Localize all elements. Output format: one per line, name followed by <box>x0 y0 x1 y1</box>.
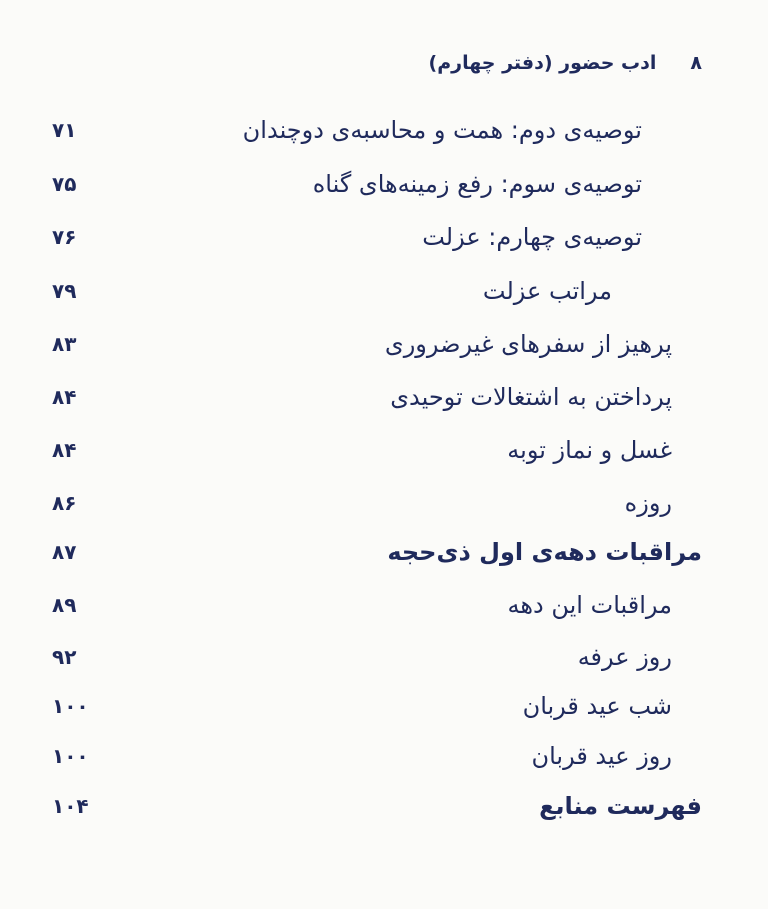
toc-entry-title: روزه <box>624 489 672 517</box>
toc-entry-page: ۷۶ <box>52 225 77 249</box>
header-running-title: ادب حضور (دفتر چهارم) <box>428 52 657 74</box>
toc-entry <box>0 324 768 364</box>
toc-entry <box>0 164 768 204</box>
toc-entry-title: غسل و نماز توبه <box>507 436 672 464</box>
toc-entry-page: ۹۲ <box>52 645 77 669</box>
header-page-number: ۸ <box>690 52 702 74</box>
toc-entry <box>0 110 768 150</box>
toc-entry-title: توصیه‌ی چهارم: عزلت <box>422 223 642 251</box>
toc-entry-title: مراقبات این دهه <box>507 591 672 619</box>
toc-entry-page: ۱۰۰ <box>52 744 89 768</box>
toc-entry <box>0 736 768 776</box>
toc-entry <box>0 271 768 311</box>
toc-entry-title: روز عید قربان <box>531 742 672 770</box>
toc-entry-page: ۸۶ <box>52 491 77 515</box>
toc-entry <box>0 686 768 726</box>
toc-entry-page: ۷۹ <box>52 279 77 303</box>
toc-entry <box>0 532 768 572</box>
toc-entry-title: توصیه‌ی دوم: همت و محاسبه‌ی دوچندان <box>242 116 642 144</box>
toc-entry-page: ۱۰۴ <box>52 794 89 818</box>
toc-entry-page: ۸۹ <box>52 593 77 617</box>
toc-entry <box>0 585 768 625</box>
toc-entry-title: مراقبات دهه‌ی اول ذی‌حجه <box>387 538 702 566</box>
toc-entry-page: ۸۴ <box>52 438 77 462</box>
toc-entry-title: فهرست منابع <box>539 792 702 820</box>
toc-entry-title: توصیه‌ی سوم: رفع زمینه‌های گناه <box>312 170 642 198</box>
toc-entry-page: ۸۴ <box>52 385 77 409</box>
toc-entry-page: ۸۷ <box>52 540 77 564</box>
toc-entry <box>0 217 768 257</box>
toc-entry-title: پرهیز از سفرهای غیرضروری <box>384 330 672 358</box>
toc-entry-title: روز عرفه <box>577 643 672 671</box>
toc-entry <box>0 377 768 417</box>
toc-entry <box>0 430 768 470</box>
toc-entry-page: ۷۱ <box>52 118 77 142</box>
toc-entry <box>0 786 768 826</box>
toc-entry <box>0 637 768 677</box>
toc-entry-page: ۸۳ <box>52 332 77 356</box>
toc-entry-page: ۷۵ <box>52 172 77 196</box>
toc-entry-title: شب عید قربان <box>522 692 672 720</box>
toc-entry-page: ۱۰۰ <box>52 694 89 718</box>
toc-entry-title: مراتب عزلت <box>482 277 612 305</box>
toc-entry <box>0 483 768 523</box>
toc-entry-title: پرداختن به اشتغالات توحیدی <box>390 383 672 411</box>
